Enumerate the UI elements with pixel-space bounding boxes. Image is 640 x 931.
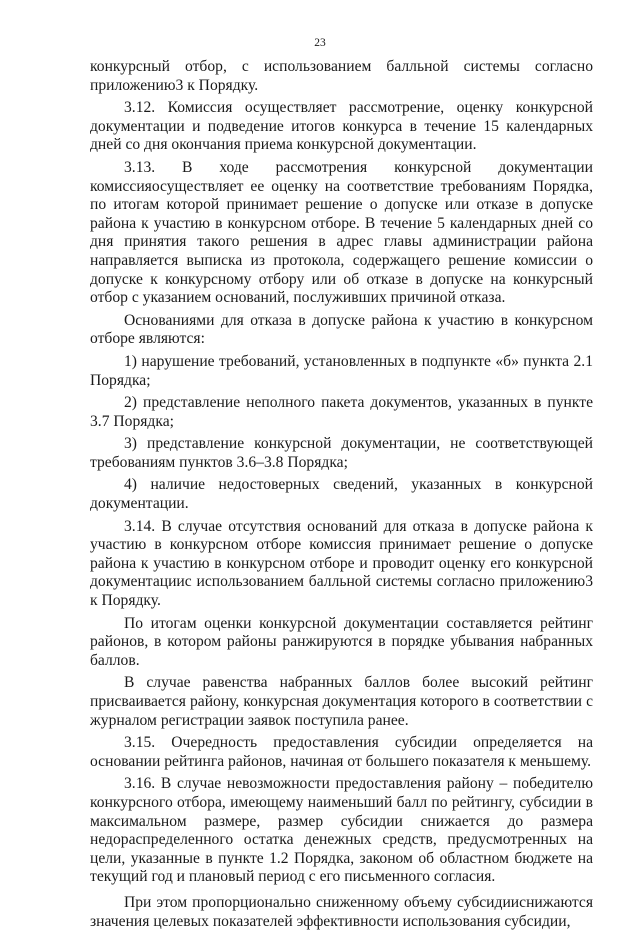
paragraph-rating: По итогам оценки конкурсной документации составляется рейтинг районов, в котором районы ранжируются в порядке убывания набранных баллов. — [90, 614, 593, 669]
paragraph-equal-points: В случае равенства набранных баллов более высокий рейтинг присваивается району, конкурсная документация которого в соответствии с журналом регистрации заявок поступила ранее. — [90, 674, 593, 729]
paragraph-3-14: 3.14. В случае отсутствия оснований для отказа в допуске района к участию в конкурсном отборе комиссия принимает решение о допуске района к участию в конкурсном отборе и проводит оценку его конкурсной документациис использованием балльной системы согласно приложению3 к Порядку. — [90, 517, 593, 610]
list-item-1: 1) нарушение требований, установленных в подпункте «б» пункта 2.1 Порядка; — [90, 352, 593, 389]
paragraph-3-15: 3.15. Очередность предоставления субсидии определяется на основании рейтинга районов, начиная от большего показателя к меньшему. — [90, 734, 593, 770]
paragraph-refusal-grounds: Основаниями для отказа в допуске района к участию в конкурсном отборе являются: — [90, 311, 593, 348]
page-number: 23 — [314, 37, 326, 49]
list-item-3: 3) представление конкурсной документации, не соответствующей требованиям пунктов 3.6–3.8 Порядка; — [90, 435, 593, 471]
paragraph-3-16: 3.16. В случае невозможности предоставления району – победителю конкурсного отбора, имеющему наименьший балл по рейтингу, субсидии в максимальном размере, размер субсидии снижается до размера недораспределенного остатка денежных средств, предусмотренных на цели, указанные в пункте 1.2 Порядка, законом об областном бюджете на текущий год и плановый период с его письменного согласия. — [90, 775, 593, 886]
paragraph-3-13: 3.13. В ходе рассмотрения конкурсной документации комиссияосуществляет ее оценку на соответствие требованиям Порядка, по итогам которой принимает решение о допуске или отказе в допуске района к участию в конкурсном отборе. В течение 5 календарных дней со дня принятия такого решения в адрес главы администрации района направляется выписка из протокола, содержащего решение комиссии о допуске к конкурсному отбору или об отказе в допуске на конкурсный отбор с указанием оснований, послуживших причиной отказа. — [90, 158, 593, 307]
list-item-2: 2) представление неполного пакета документов, указанных в пункте 3.7 Порядка; — [90, 394, 593, 430]
paragraph-3-12: 3.12. Комиссия осуществляет рассмотрение, оценку конкурсной документации и подведение итогов конкурса в течение 15 календарных дней со дня окончания приема конкурсной документации. — [90, 99, 593, 154]
paragraph-proportional: При этом пропорционально сниженному объему субсидииснижаются значения целевых показателей эффективности использования субсидии, — [90, 893, 593, 930]
document-body — [90, 58, 593, 931]
paragraph-continuation: конкурсный отбор, с использованием балльной системы согласно приложению3 к Порядку. — [90, 58, 593, 94]
list-item-4: 4) наличие недостоверных сведений, указанных в конкурсной документации. — [90, 476, 593, 513]
